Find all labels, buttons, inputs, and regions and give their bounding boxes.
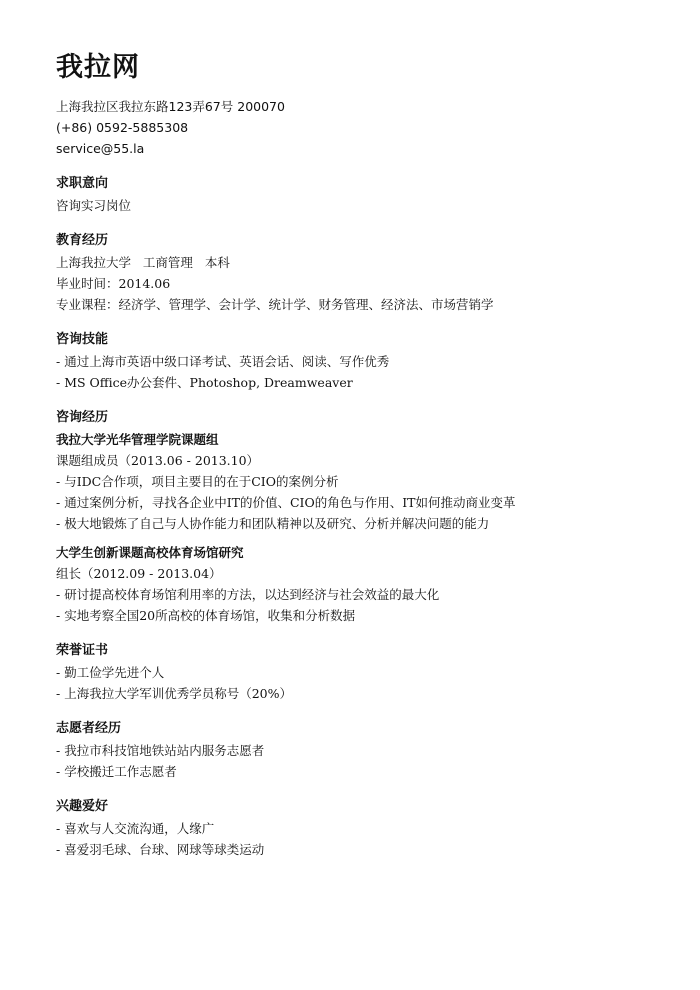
section-title-hobbies: 兴趣爱好 bbox=[56, 799, 109, 814]
education-school: 上海我拉大学 工商管理 本科 bbox=[56, 255, 230, 270]
list-item: - 我拉市科技馆地铁站站内服务志愿者 bbox=[56, 743, 265, 758]
project-name: 大学生创新课题高校体育场馆研究 bbox=[56, 545, 244, 560]
honors-section bbox=[56, 640, 644, 704]
project-entry bbox=[56, 429, 644, 534]
list-item: - 与IDC合作项，项目主要目的在于CIO的案例分析 bbox=[56, 474, 339, 489]
objective-section bbox=[56, 173, 644, 216]
section-title-education: 教育经历 bbox=[56, 233, 109, 248]
education-graduation: 毕业时间：2014.06 bbox=[56, 276, 171, 291]
list-item: - 喜欢与人交流沟通，人缘广 bbox=[56, 821, 215, 836]
hobbies-section bbox=[56, 796, 644, 860]
education-section bbox=[56, 230, 644, 315]
phone: (+86) 0592-5885308 bbox=[56, 120, 189, 135]
section-title-objective: 求职意向 bbox=[56, 176, 109, 191]
list-item: - 通过上海市英语中级口译考试、英语会话、阅读、写作优秀 bbox=[56, 354, 390, 369]
skills-section bbox=[56, 329, 644, 393]
list-item: - 学校搬迁工作志愿者 bbox=[56, 764, 177, 779]
list-item: - 上海我拉大学军训优秀学员称号（20%） bbox=[56, 686, 292, 701]
contact-info bbox=[56, 96, 644, 159]
list-item: - 研讨提高校体育场馆利用率的方法，以达到经济与社会效益的最大化 bbox=[56, 587, 440, 602]
resume-name: 我拉网 bbox=[56, 52, 140, 83]
list-item: - 通过案例分析，寻找各企业中IT的价值、CIO的角色与作用、IT如何推动商业变革 bbox=[56, 495, 516, 510]
objective-text: 咨询实习岗位 bbox=[56, 198, 132, 213]
experience-section bbox=[56, 407, 644, 626]
section-title-honors: 荣誉证书 bbox=[56, 643, 109, 658]
project-entry bbox=[56, 542, 644, 626]
education-courses: 专业课程：经济学、管理学、会计学、统计学、财务管理、经济法、市场营销学 bbox=[56, 297, 494, 312]
section-title-experience: 咨询经历 bbox=[56, 410, 109, 425]
list-item: - 勤工俭学先进个人 bbox=[56, 665, 165, 680]
list-item: - 实地考察全国20所高校的体育场馆，收集和分析数据 bbox=[56, 608, 356, 623]
address: 上海我拉区我拉东路123弄67号 200070 bbox=[56, 99, 285, 114]
email: service@55.la bbox=[56, 141, 145, 156]
list-item: - 喜爱羽毛球、台球、网球等球类运动 bbox=[56, 842, 265, 857]
list-item: - 极大地锻炼了自己与人协作能力和团队精神以及研究、分析并解决问题的能力 bbox=[56, 516, 490, 531]
project-role: 组长（2012.09 - 2013.04） bbox=[56, 566, 222, 581]
list-item: - MS Office办公套件、Photoshop, Dreamweaver bbox=[56, 375, 353, 390]
section-title-skills: 咨询技能 bbox=[56, 332, 109, 347]
project-name: 我拉大学光华管理学院课题组 bbox=[56, 432, 219, 447]
volunteer-section bbox=[56, 718, 644, 782]
section-title-volunteer: 志愿者经历 bbox=[56, 721, 122, 736]
project-role: 课题组成员（2013.06 - 2013.10） bbox=[56, 453, 260, 468]
